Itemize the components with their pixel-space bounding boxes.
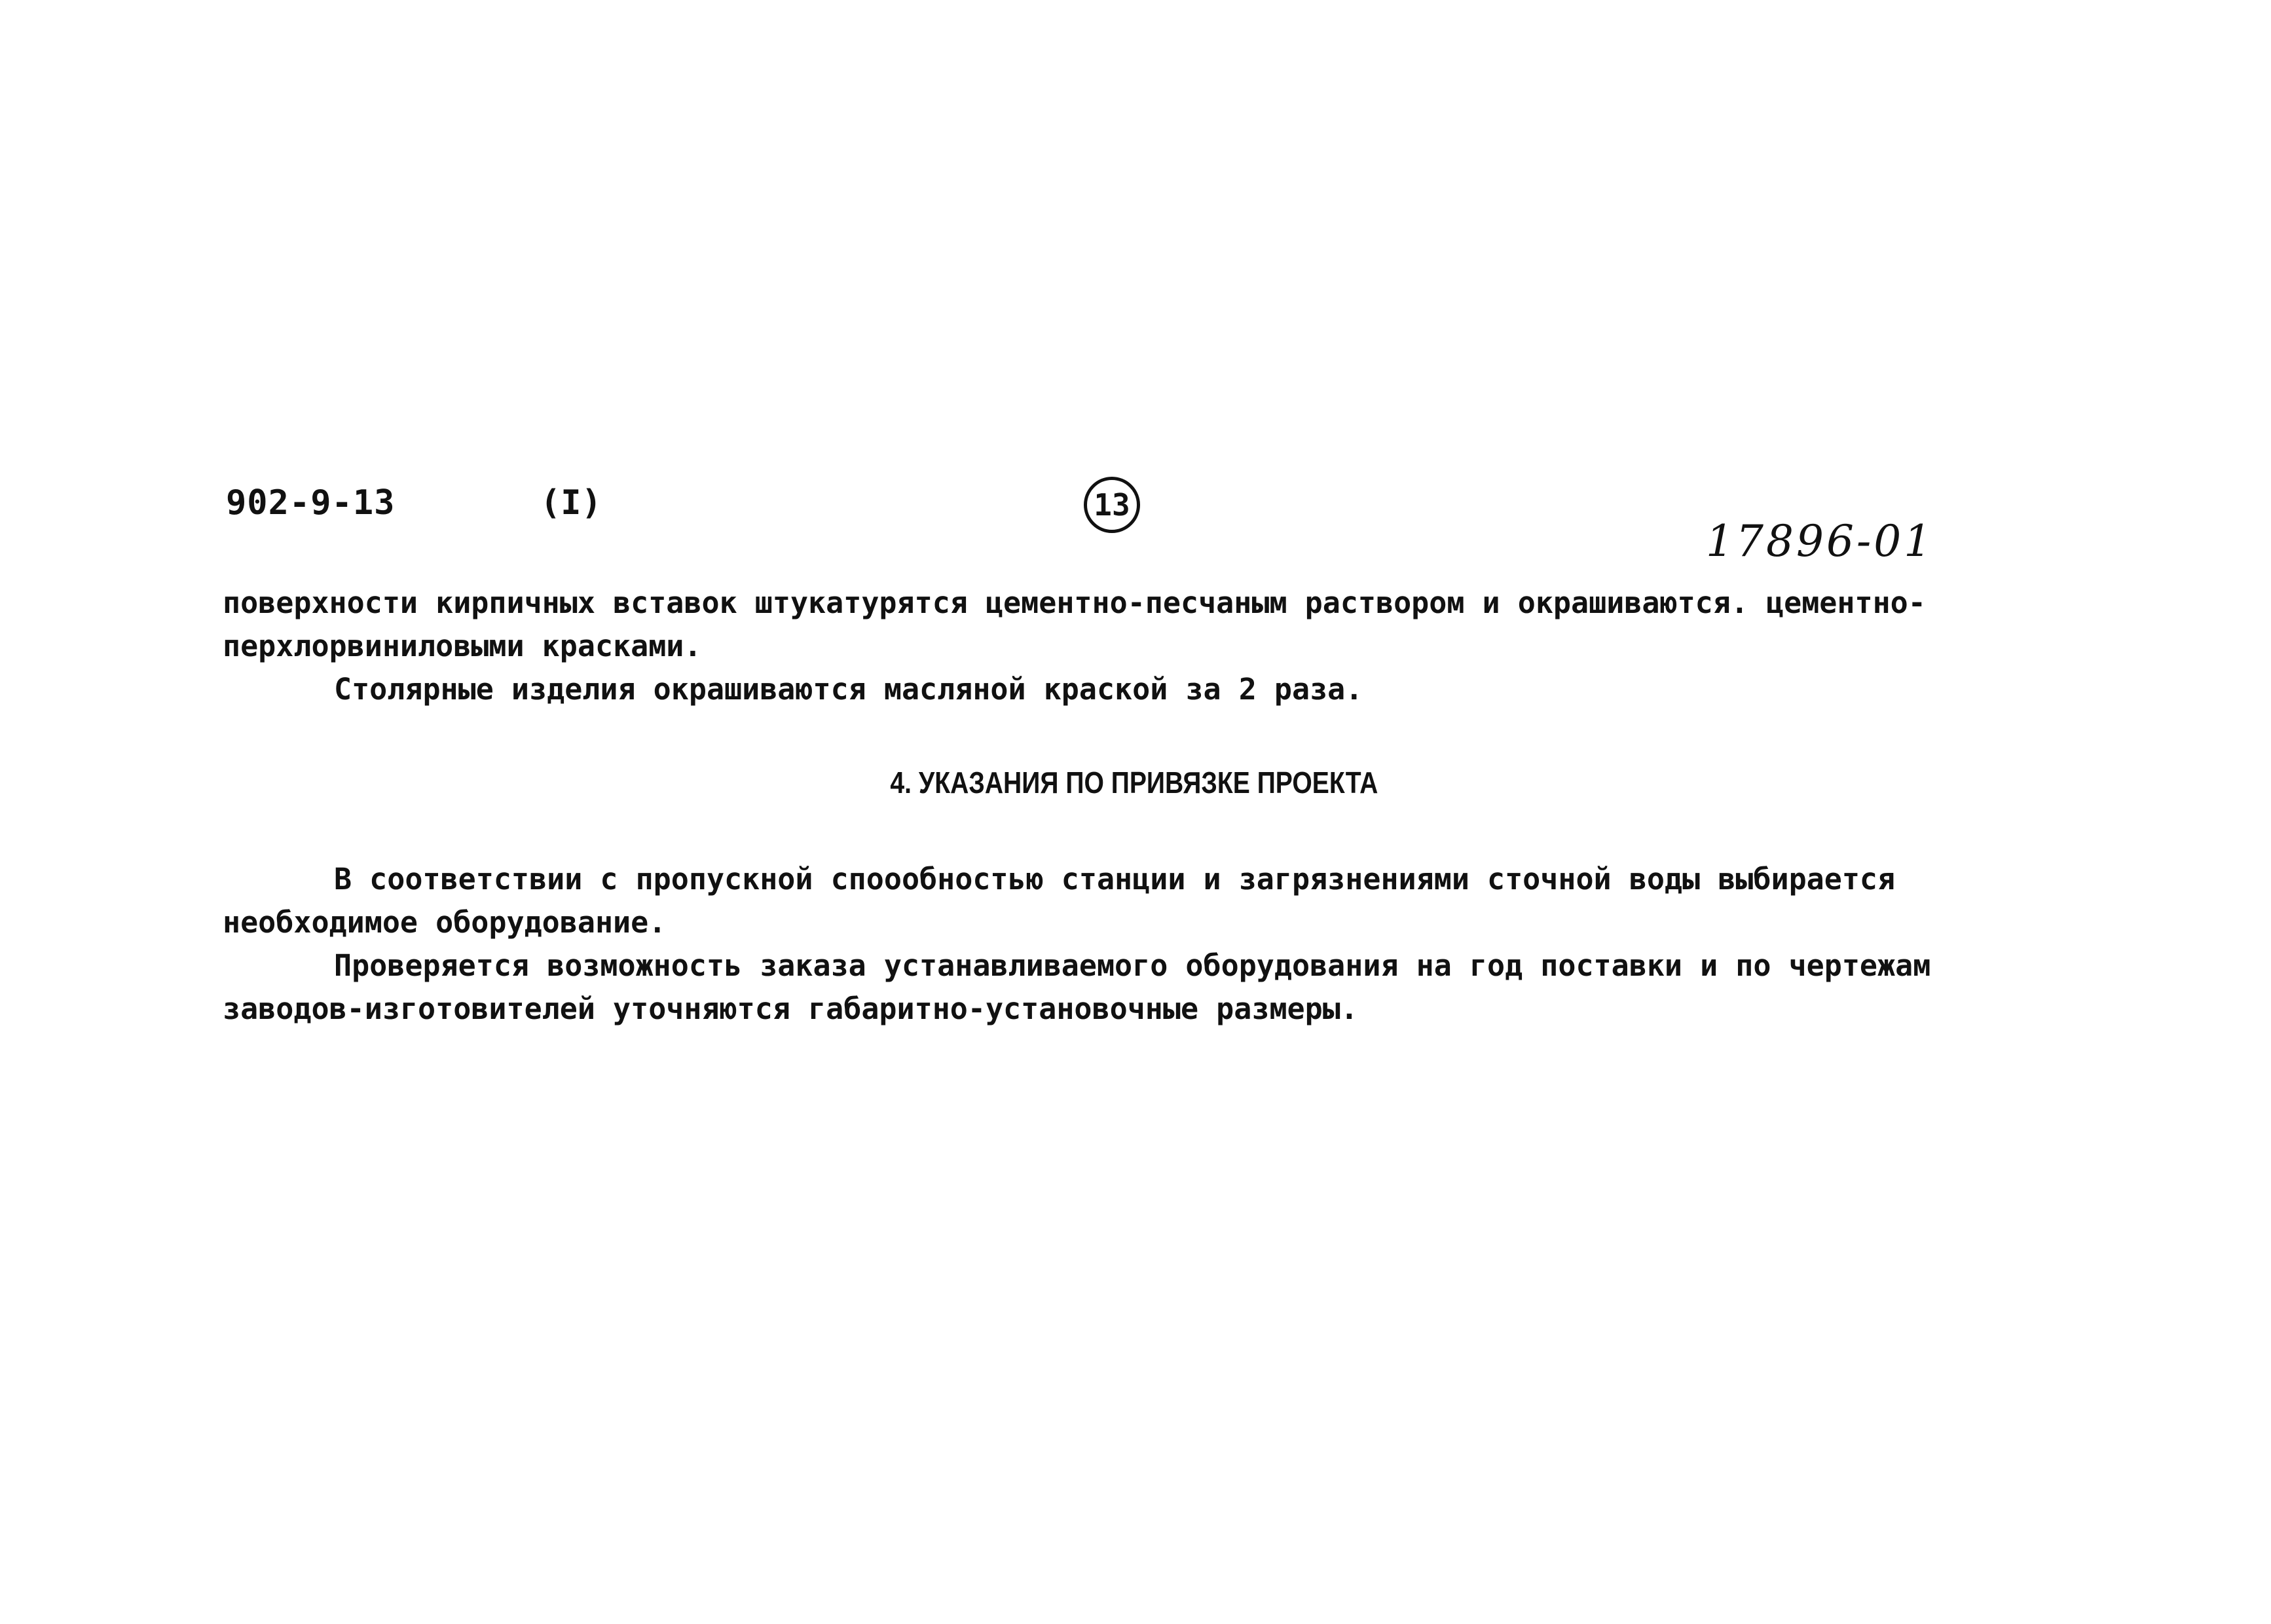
text-line: Проверяется возможность заказа устанавливаемого оборудования на год поставки и по чертежам (334, 948, 1931, 983)
text-line: необходимое оборудование. (223, 905, 667, 940)
handwritten-inventory-number: 17896-01 (1706, 516, 1934, 566)
page-number-circle (1084, 477, 1140, 533)
text-line: поверхности кирпичных вставок штукатурятся цементно-песчаным раствором и окрашиваются. цементно- (223, 585, 1926, 620)
text-line: В соответствии с пропускной споообностью станции и загрязнениями сточной воды выбирается (334, 862, 1896, 896)
section-heading: 4. УКАЗАНИЯ ПО ПРИВЯЗКЕ ПРОЕКТА (890, 766, 1378, 800)
text-line: перхлорвиниловыми красками. (223, 629, 702, 663)
header-document-code: 902-9-13 (226, 483, 396, 523)
page-number: 13 (1094, 487, 1130, 523)
body-text-bottom (223, 858, 2030, 1031)
body-text-top (223, 581, 2030, 711)
text-line: заводов-изготовителей уточняются габаритно-установочные размеры. (223, 991, 1358, 1026)
header-part-number: (I) (540, 483, 602, 523)
text-line: Столярные изделия окрашиваются масляной краской за 2 раза. (334, 672, 1363, 707)
